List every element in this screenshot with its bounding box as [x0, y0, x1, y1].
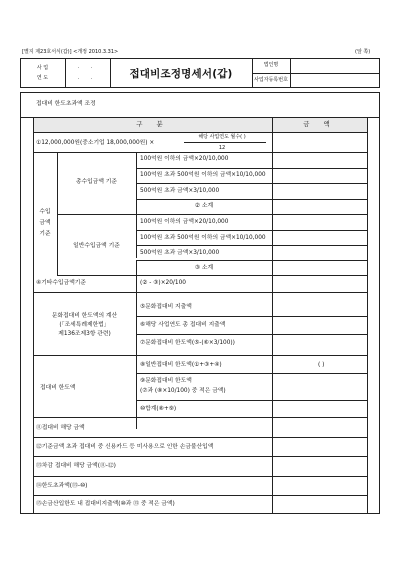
total-revenue-basis-label: 총수입금액 기준 — [75, 179, 118, 185]
corp-name-label: 법인명 — [263, 62, 279, 68]
row-1-label: ①12,000,000원(중소기업 18,000,000원) × — [36, 140, 155, 146]
total-subtotal: ② 소계 — [194, 203, 214, 209]
amount-cell-5[interactable] — [273, 293, 366, 315]
row-13: ⑬차감 접대비 해당 금액(⑪-⑫) — [36, 463, 116, 469]
amount-cell-9[interactable] — [273, 374, 366, 399]
total-tier-3: 500억원 초과 금액×3/10,000 — [140, 188, 220, 194]
culture-limit-label-3: 제136조제3항 관련) — [58, 331, 111, 337]
limit-label: 접대비 한도액 — [40, 385, 76, 391]
culture-limit-label-2: (「조세특례제한법」 — [59, 322, 110, 328]
amount-cell-10[interactable] — [273, 401, 366, 416]
row-9-line-1: ⑨문화접대비 한도액 — [140, 378, 192, 384]
amount-cell-4[interactable] — [273, 276, 366, 291]
culture-limit-label-1: 문화접대비 한도액의 계산 — [51, 313, 118, 319]
business-year-label: 사 업 연 도 — [36, 65, 49, 81]
amount-cell-1[interactable] — [273, 133, 366, 151]
row-15: ⑮손금산입한도 내 접대비지출액(⑩과 ⑬ 중 적은 금액) — [36, 501, 175, 507]
revenue-basis-side-label: 수입 금액 기준 — [39, 209, 51, 237]
total-tier-2: 100억원 초과 500억원 이하의 금액×10/10,000 — [140, 172, 266, 178]
amount-cell-12[interactable] — [273, 438, 366, 455]
amount-cell-general-3[interactable] — [273, 246, 366, 259]
biz-reg-field[interactable] — [291, 74, 379, 87]
row-7: ⑦문화접대비 한도액(⑤-(⑥×3/100)) — [140, 340, 235, 346]
corp-name-field[interactable] — [291, 59, 379, 72]
amount-cell-2[interactable] — [273, 200, 366, 213]
row-4-label: ④기타수입금액기준 — [36, 280, 86, 286]
amount-cell-general-2[interactable] — [273, 231, 366, 244]
section-title: 접대비 한도초과액 조정 — [36, 101, 96, 107]
form-title: 접대비조정명세서(갑) — [129, 68, 233, 80]
general-revenue-basis-label: 일반수입금액 기준 — [73, 243, 120, 249]
form-number-note: [별지 제23호서식(갑)] <개정 2010.3.31> — [22, 49, 119, 55]
general-tier-1: 100억원 이하의 금액×20/10,000 — [140, 219, 229, 225]
general-tier-2: 100억원 초과 500억원 이하의 금액×10/10,000 — [140, 235, 266, 241]
row-5: ⑤문화접대비 지출액 — [140, 304, 192, 310]
row-12: ⑫기준금액 초과 접대비 중 신용카드 등 미사용으로 인한 손금불산입액 — [36, 444, 214, 450]
row-8-amount: ( ) — [318, 362, 325, 368]
row-9-line-2: (⑦과 (⑧×10/100) 중 적은 금액) — [140, 388, 226, 394]
row-14: ⑭한도초과액(⑬-⑩) — [36, 483, 88, 489]
biz-reg-label: 사업자등록번호 — [254, 77, 288, 83]
amount-cell-general-1[interactable] — [273, 215, 366, 229]
amount-cell-7[interactable] — [273, 335, 366, 354]
amount-cell-14[interactable] — [273, 477, 366, 494]
amount-cell-total-3[interactable] — [273, 184, 366, 198]
row-1-fraction-denominator: 12 — [218, 145, 226, 151]
amount-cell-8[interactable] — [273, 356, 366, 372]
row-11: ⑪접대비 해당 금액 — [36, 425, 85, 431]
general-tier-3: 500억원 초과 금액×3/10,000 — [140, 250, 220, 256]
general-subtotal: ③ 소계 — [194, 265, 214, 271]
amount-cell-total-1[interactable] — [273, 153, 366, 167]
amount-cell-total-2[interactable] — [273, 169, 366, 182]
row-1-fraction-numerator: 해당 사업연도 월수( ) — [198, 134, 246, 140]
row-8: ⑧일반접대비 한도액(①+③+④) — [140, 362, 222, 368]
page-side-note: (앞 쪽) — [355, 49, 371, 55]
amount-cell-11[interactable] — [273, 418, 366, 436]
amount-cell-6[interactable] — [273, 317, 366, 333]
amount-cell-13[interactable] — [273, 457, 366, 475]
column-amount: 금 액 — [303, 120, 336, 128]
column-division: 구 분 — [136, 120, 169, 128]
total-tier-1: 100억원 이하의 금액×20/10,000 — [140, 156, 229, 162]
row-6: ⑥해당 사업연도 총 접대비 지출액 — [140, 322, 226, 328]
amount-cell-3[interactable] — [273, 261, 366, 274]
amount-cell-15[interactable] — [273, 496, 366, 513]
row-4-formula: (② - ③)×20/100 — [140, 280, 186, 286]
business-year-value: . . . . — [77, 64, 98, 81]
row-10: ⑩합계(⑧+⑨) — [140, 406, 177, 412]
